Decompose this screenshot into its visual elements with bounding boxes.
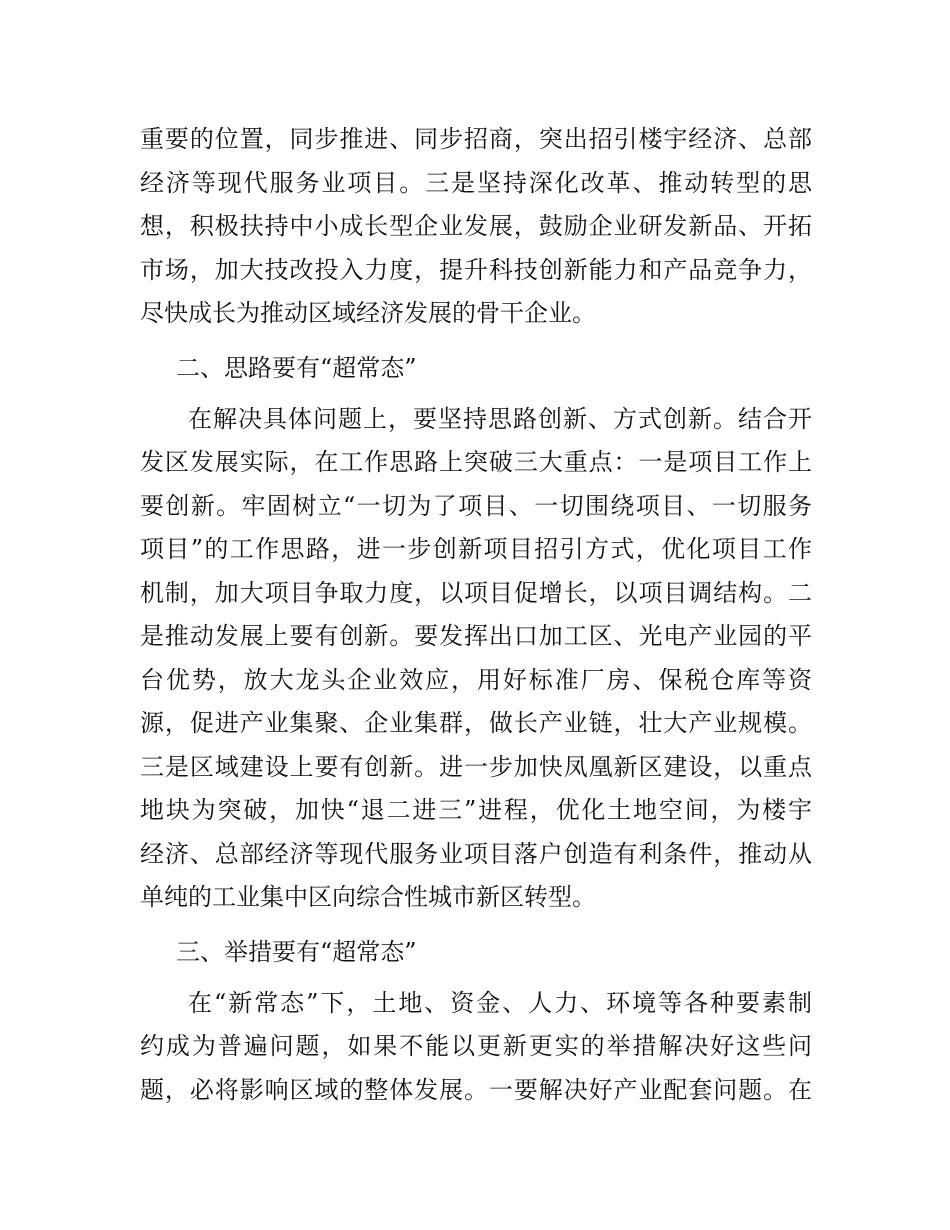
paragraph-line: 在解决具体问题上，要坚持思路创新、方式创新。结合开 bbox=[188, 404, 812, 433]
paragraph-line: 是推动发展上要有创新。要发挥出口加工区、光电产业园的平 bbox=[140, 622, 812, 650]
document-body bbox=[140, 118, 812, 1112]
paragraph-line: 市场，加大技改投入力度，提升科技创新能力和产品竞争力， bbox=[140, 255, 812, 284]
paragraph-1 bbox=[140, 118, 812, 336]
paragraph-line: 约成为普遍问题，如果不能以更新更实的举措解决好这些问 bbox=[140, 1032, 812, 1060]
paragraph-3 bbox=[140, 982, 812, 1113]
paragraph-line: 想，积极扶持中小成长型企业发展，鼓励企业研发新品、开拓 bbox=[140, 212, 812, 240]
paragraph-line: 三是区域建设上要有创新。进一步加快凤凰新区建设，以重点 bbox=[140, 752, 812, 781]
paragraph-line: 尽快成长为推动区域经济发展的骨干企业。 bbox=[140, 299, 596, 327]
paragraph-line: 地块为突破，加快“退二进三”进程，优化土地空间，为楼宇 bbox=[140, 796, 812, 824]
paragraph-line: 单纯的工业集中区向综合性城市新区转型。 bbox=[140, 883, 596, 911]
paragraph-line: 台优势，放大龙头企业效应，用好标准厂房、保税仓库等资 bbox=[140, 665, 812, 694]
paragraph-line: 机制，加大项目争取力度，以项目促增长，以项目调结构。二 bbox=[140, 578, 812, 607]
paragraph-line: 经济、总部经济等现代服务业项目落户创造有利条件，推动从 bbox=[140, 839, 812, 868]
paragraph-2 bbox=[140, 398, 812, 920]
paragraph-line: 经济等现代服务业项目。三是坚持深化改革、推动转型的思 bbox=[140, 168, 812, 197]
section-heading-3: 三、举措要有“超常态” bbox=[176, 937, 417, 966]
paragraph-line: 在“新常态”下，土地、资金、人力、环境等各种要素制 bbox=[188, 988, 812, 1017]
paragraph-line: 项目”的工作思路，进一步创新项目招引方式，优化项目工作 bbox=[140, 535, 812, 563]
paragraph-line: 要创新。牢固树立“一切为了项目、一切围绕项目、一切服务 bbox=[140, 491, 812, 520]
paragraph-line: 源，促进产业集聚、企业集群，做长产业链，壮大产业规模。 bbox=[140, 709, 812, 737]
paragraph-line: 重要的位置，同步推进、同步招商，突出招引楼宇经济、总部 bbox=[140, 125, 812, 153]
section-heading-2: 二、思路要有“超常态” bbox=[176, 353, 417, 382]
paragraph-line: 题，必将影响区域的整体发展。一要解决好产业配套问题。在 bbox=[140, 1075, 812, 1104]
paragraph-line: 发区发展实际，在工作思路上突破三大重点：一是项目工作上 bbox=[140, 448, 812, 476]
